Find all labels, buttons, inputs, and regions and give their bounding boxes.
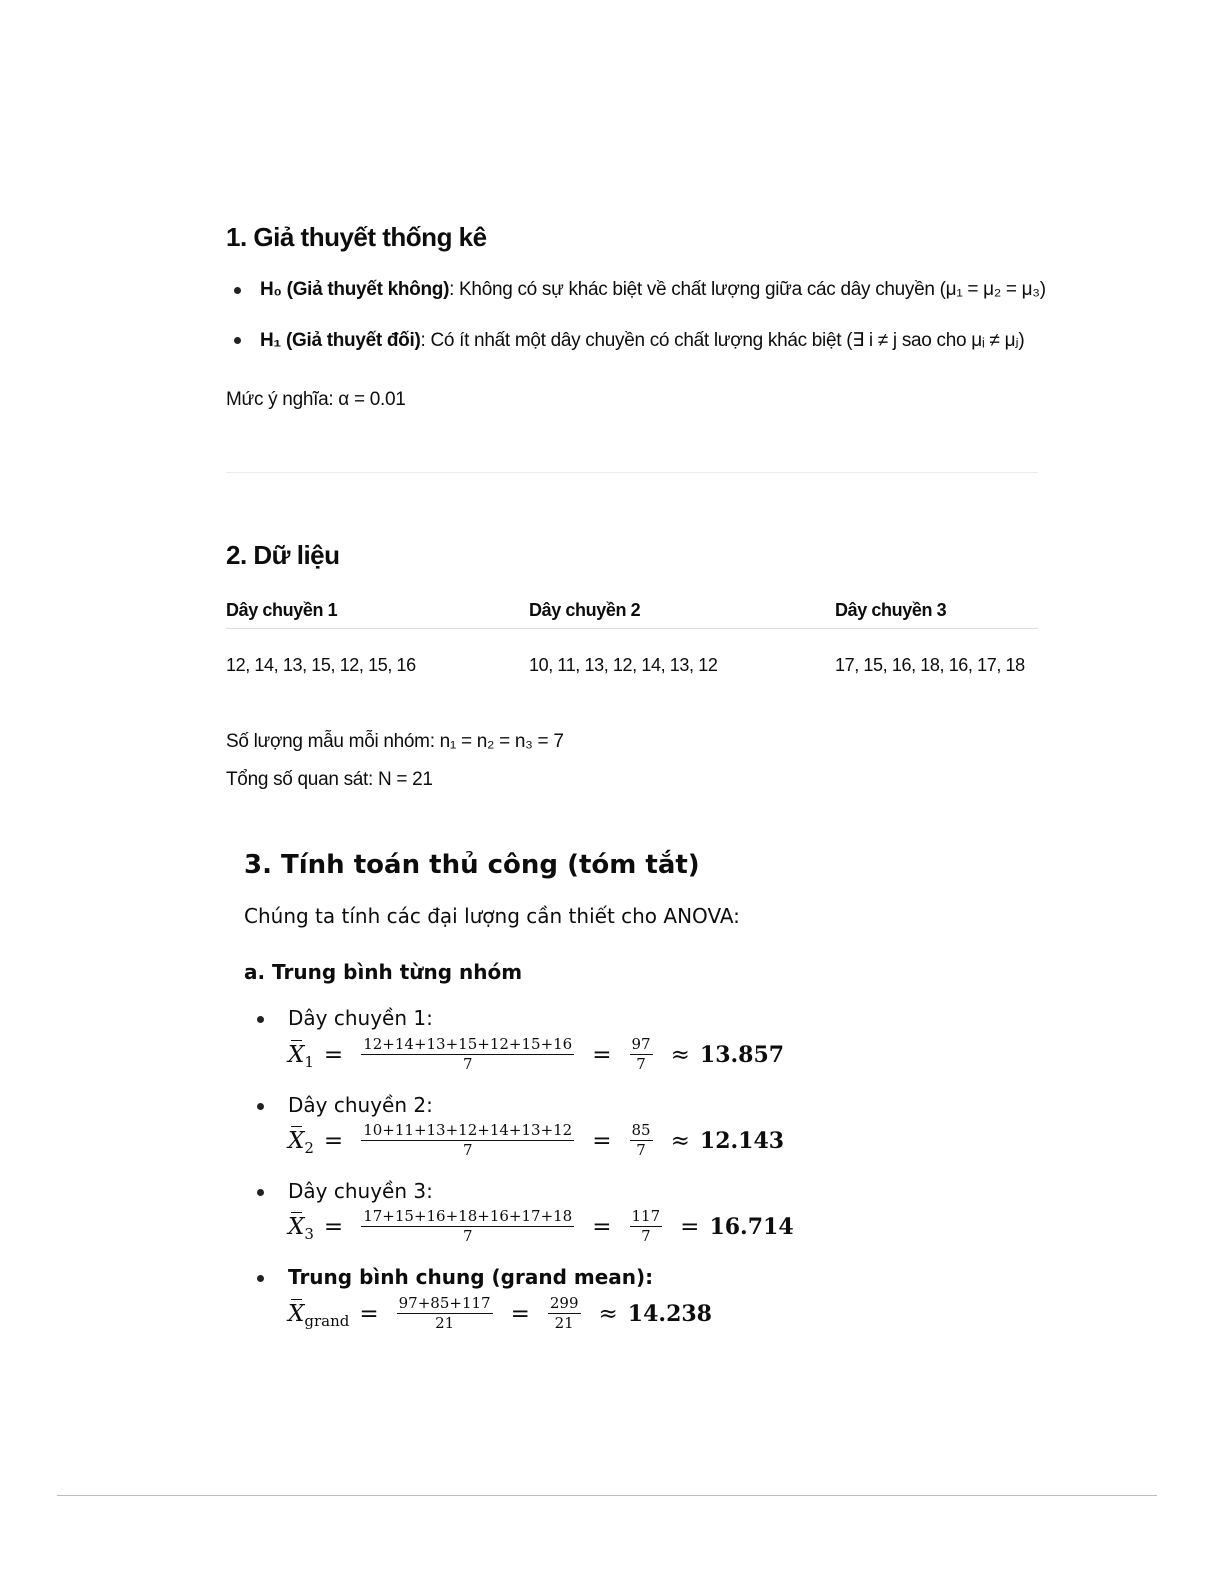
bullet-icon <box>257 1275 264 1282</box>
math-relation: ≈ <box>670 1127 690 1154</box>
mean-label: Dây chuyền 3: <box>288 1179 433 1203</box>
math-var: X <box>288 1127 305 1154</box>
section-3-intro: Chúng ta tính các đại lượng cần thiết cho ANOVA: <box>244 904 740 928</box>
hypothesis-h0 <box>260 279 1046 301</box>
math-relation: = <box>680 1213 700 1240</box>
math-result: 16.714 <box>709 1213 794 1240</box>
table-header-cell: Dây chuyền 3 <box>835 600 947 620</box>
h0-label: H₀ (Giả thuyết không) <box>260 279 450 300</box>
hypothesis-h1 <box>260 329 1024 352</box>
mean-label: Dây chuyền 1: <box>288 1006 433 1030</box>
bullet-icon <box>234 337 241 344</box>
frac-numerator: 85 <box>631 1121 651 1139</box>
frac-denominator: 7 <box>641 1227 651 1245</box>
significance-level: Mức ý nghĩa: α = 0.01 <box>226 389 406 410</box>
bullet-icon <box>234 287 241 294</box>
footer-divider <box>57 1495 1157 1496</box>
math-sub: 3 <box>304 1224 314 1243</box>
table-cell: 12, 14, 13, 15, 12, 15, 16 <box>226 655 416 675</box>
frac-numerator: 299 <box>549 1294 579 1312</box>
section-3-title: 3. Tính toán thủ công (tóm tắt) <box>244 850 700 880</box>
frac-numerator: 117 <box>631 1207 661 1225</box>
h0-text: : Không có sự khác biệt về chất lượng giữa các dây chuyền (μ₁ = μ₂ = μ₃) <box>449 279 1046 300</box>
table-cell: 10, 11, 13, 12, 14, 13, 12 <box>529 655 718 675</box>
mean-formula: X grand = $\frac{97+85+117}{21}$ = $\frac{299}{21}$ ≈ 14.238 <box>288 1294 712 1332</box>
math-sub: 2 <box>304 1138 314 1157</box>
mean-formula: X 3 = $\frac{17+15+16+18+16+17+18}{7}$ = $\frac{117}{7}$ = 16.714 <box>288 1207 794 1245</box>
mean-label: Dây chuyền 2: <box>288 1093 433 1117</box>
frac-denominator: 21 <box>554 1314 574 1332</box>
frac-denominator: 7 <box>636 1055 646 1073</box>
table-header-cell: Dây chuyền 2 <box>529 600 641 620</box>
math-result: 14.238 <box>627 1300 712 1327</box>
frac-denominator: 7 <box>462 1055 473 1073</box>
frac-numerator: 97 <box>631 1035 651 1053</box>
math-var: X <box>288 1300 305 1327</box>
mean-label: Trung bình chung (grand mean): <box>288 1265 654 1289</box>
bullet-icon <box>257 1103 264 1110</box>
bullet-icon <box>257 1016 264 1023</box>
frac-denominator: 7 <box>462 1141 473 1159</box>
math-sub: 1 <box>304 1052 314 1071</box>
frac-numerator: 17+15+16+18+16+17+18 <box>363 1207 573 1225</box>
frac-denominator: 7 <box>462 1227 473 1245</box>
math-relation: ≈ <box>670 1041 690 1068</box>
table-header-divider <box>226 628 1038 629</box>
math-result: 13.857 <box>699 1041 785 1068</box>
math-result: 12.143 <box>699 1127 785 1154</box>
sample-size: Số lượng mẫu mỗi nhóm: n₁ = n₂ = n₃ = 7 <box>226 731 564 752</box>
h1-text: : Có ít nhất một dây chuyền có chất lượng khác biệt (∃ i ≠ j sao cho μᵢ ≠ μⱼ) <box>420 330 1025 351</box>
section-1-title: 1. Giả thuyết thống kê <box>226 222 487 252</box>
table-cell: 17, 15, 16, 18, 16, 17, 18 <box>835 655 1025 675</box>
frac-numerator: 10+11+13+12+14+13+12 <box>363 1121 573 1139</box>
bullet-icon <box>257 1189 264 1196</box>
section-2-title: 2. Dữ liệu <box>226 540 340 570</box>
frac-denominator: 21 <box>435 1314 455 1332</box>
frac-numerator: 97+85+117 <box>398 1294 491 1312</box>
math-sub: grand <box>304 1311 350 1330</box>
divider <box>226 472 1038 473</box>
math-relation: ≈ <box>598 1300 618 1327</box>
math-var: X <box>288 1213 305 1240</box>
total-observations: Tổng số quan sát: N = 21 <box>226 769 433 790</box>
mean-formula: X 2 = $\frac{10+11+13+12+14+13+12}{7}$ = $\frac{85}{7}$ ≈ 12.143 <box>288 1121 785 1159</box>
table-header-cell: Dây chuyền 1 <box>226 600 338 620</box>
mean-formula: X 1 = $\frac{12+14+13+15+12+15+16}{7}$ = $\frac{97}{7}$ ≈ 13.857 <box>288 1035 785 1073</box>
frac-numerator: 12+14+13+15+12+15+16 <box>363 1035 573 1053</box>
section-3-subtitle: a. Trung bình từng nhóm <box>244 960 523 984</box>
h1-label: H₁ (Giả thuyết đối) <box>260 330 421 351</box>
frac-denominator: 7 <box>636 1141 646 1159</box>
math-var: X <box>288 1041 305 1068</box>
